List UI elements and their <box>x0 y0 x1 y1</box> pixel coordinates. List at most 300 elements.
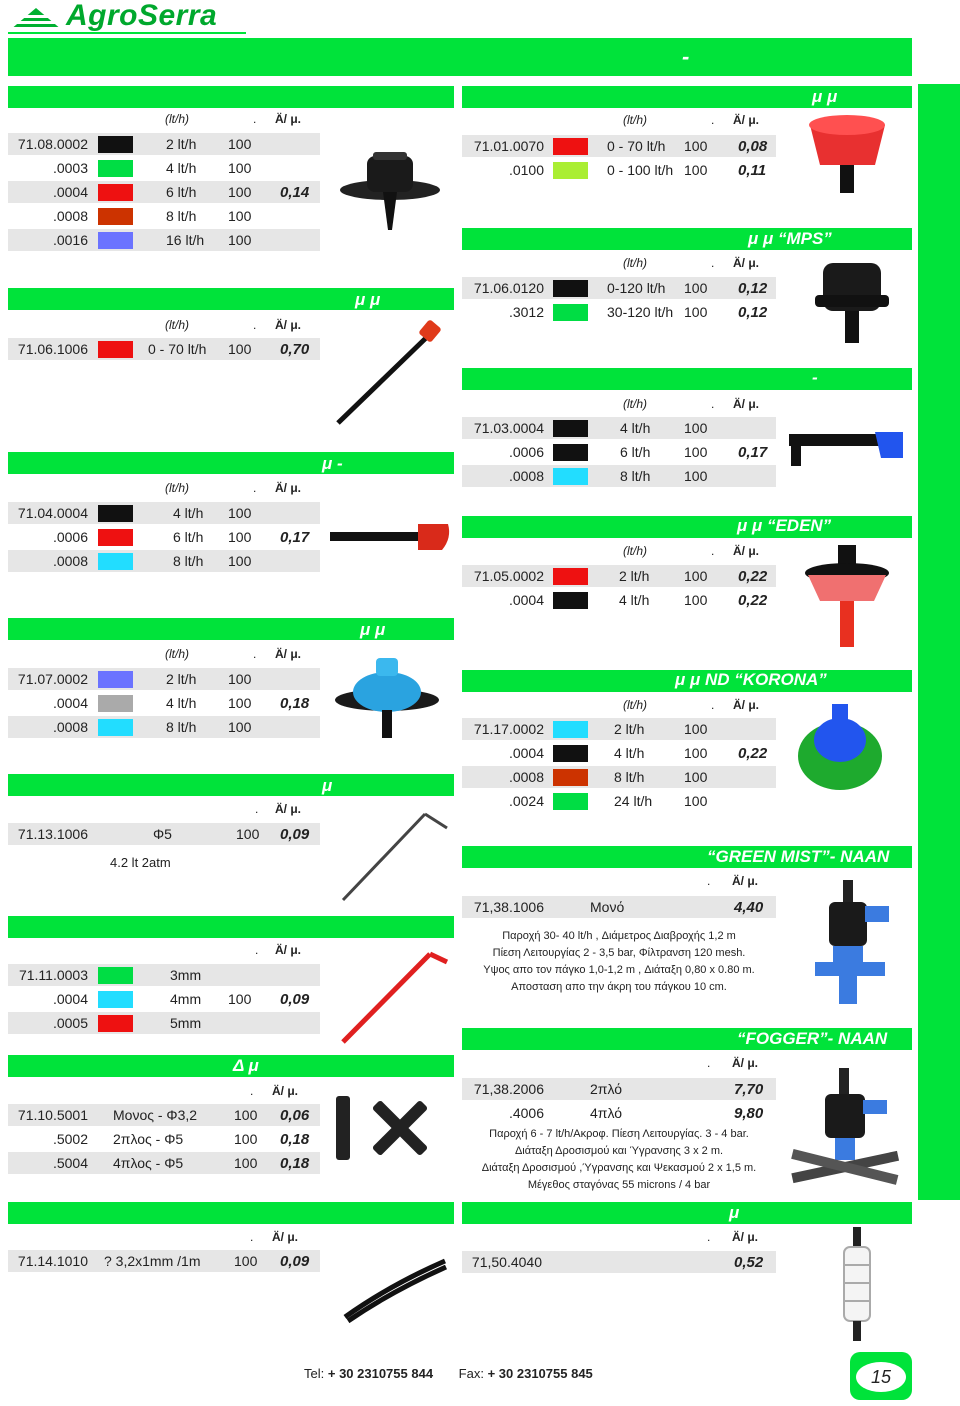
flow-value: 2πλος - Φ5 <box>113 1131 184 1147</box>
section-header-bar <box>8 1202 454 1224</box>
button-dripper-icon <box>330 652 445 742</box>
pack-header: . <box>711 113 715 127</box>
product-code: .0008 <box>52 553 88 569</box>
col-headers <box>250 1084 330 1098</box>
product-code: 71.17.0002 <box>473 721 544 737</box>
flow-value: 24 lt/h <box>614 793 653 809</box>
price-value: 7,70 <box>734 1081 764 1098</box>
product-code: 71.03.0004 <box>473 420 544 436</box>
flow-value: 8 lt/h <box>614 769 645 785</box>
price-value: 4,40 <box>734 899 764 916</box>
color-swatch <box>98 719 133 736</box>
r5-title: μ μ ND “KORONA” <box>675 670 827 689</box>
price-value: 0,09 <box>280 826 310 843</box>
color-swatch <box>553 468 588 485</box>
pack-quantity: 100 <box>228 232 252 248</box>
price-value: 0,22 <box>738 568 768 585</box>
flow-value: 4 lt/h <box>166 695 197 711</box>
product-code: .0004 <box>52 991 88 1007</box>
table-row <box>8 1128 320 1150</box>
pack-quantity: 100 <box>684 769 708 785</box>
product-code: 71,38.2006 <box>473 1081 544 1097</box>
table-row <box>8 181 320 203</box>
pack-quantity: 100 <box>228 719 252 735</box>
product-code: 71.13.1006 <box>17 826 88 842</box>
price-header: Ä/ μ. <box>733 397 760 411</box>
pack-quantity: 100 <box>684 592 708 608</box>
section-header-bar <box>8 1055 454 1077</box>
table-row <box>8 205 320 227</box>
col-headers <box>623 698 783 712</box>
price-header: Ä/ μ. <box>275 647 302 661</box>
spec-line: Παροχή 30- 40 lt/h , Διάμετρος Διαβροχής 1,2 m <box>502 930 736 942</box>
section-header-bar <box>462 368 912 390</box>
pack-header: . <box>250 1084 254 1098</box>
table-row <box>462 766 776 788</box>
price-value: 0,12 <box>738 280 768 297</box>
pack-header: . <box>711 544 715 558</box>
section-3-title: μ - <box>322 454 343 473</box>
pack-quantity: 100 <box>228 208 252 224</box>
eden-dripper-icon <box>800 543 895 653</box>
col-headers <box>255 802 335 816</box>
flow-value: 16 lt/h <box>166 232 205 248</box>
flow-value: Μονό <box>590 899 625 915</box>
col-headers <box>623 256 783 270</box>
flow-value: 0 - 70 lt/h <box>148 341 207 357</box>
col-headers <box>165 647 325 661</box>
flow-value: ? 3,2x1mm /1m <box>104 1253 201 1269</box>
pack-quantity: 100 <box>684 468 708 484</box>
product-code: .5004 <box>52 1155 88 1171</box>
product-code: .0008 <box>508 769 544 785</box>
table-row <box>8 1152 320 1174</box>
price-header: Ä/ μ. <box>275 481 302 495</box>
pack-quantity: 100 <box>684 444 708 460</box>
flow-value: 4 lt/h <box>620 420 651 436</box>
color-swatch <box>553 568 588 585</box>
product-code: .0100 <box>508 162 544 178</box>
flow-value: 30-120 lt/h <box>607 304 674 320</box>
product-code: .5002 <box>52 1131 88 1147</box>
pack-quantity: 100 <box>684 793 708 809</box>
flow-value: 4πλος - Φ5 <box>113 1155 184 1171</box>
page-number-oval <box>856 1362 906 1392</box>
flow-header: (lt/h) <box>165 112 189 126</box>
pack-quantity: 100 <box>228 136 252 152</box>
flow-value: 4mm <box>170 991 202 1007</box>
price-value: 9,80 <box>734 1105 764 1122</box>
pack-quantity: 100 <box>684 138 708 154</box>
flow-value: 2 lt/h <box>619 568 650 584</box>
price-value: 0,12 <box>738 304 768 321</box>
table-row <box>8 1104 320 1126</box>
product-code: .0004 <box>52 184 88 200</box>
section-2-title: μ μ <box>355 290 381 309</box>
flow-header: (lt/h) <box>623 544 647 558</box>
pack-header: . <box>707 1056 711 1070</box>
color-swatch <box>98 505 133 522</box>
table-row <box>8 823 320 845</box>
table-row <box>8 526 320 548</box>
price-header: Ä/ μ. <box>732 874 759 888</box>
color-swatch <box>553 745 588 762</box>
product-code: 71.01.0070 <box>473 138 544 154</box>
pack-header: . <box>711 698 715 712</box>
pack-header: . <box>255 802 259 816</box>
red-stake-icon <box>335 940 455 1050</box>
section-7-title: Δ μ <box>233 1056 259 1075</box>
table-row <box>462 589 776 611</box>
pack-header: . <box>253 112 257 126</box>
pack-quantity: 100 <box>234 1131 258 1147</box>
price-header: Ä/ μ. <box>275 943 302 957</box>
spec-line: Διάταξη Δροσισμού και Ύγρανσης 3 x 2 m. <box>514 1145 724 1157</box>
price-value: 0,17 <box>280 529 310 546</box>
product-code: .0006 <box>508 444 544 460</box>
price-value: 0,18 <box>280 695 310 712</box>
r3-title: - <box>812 368 818 387</box>
table-row <box>462 277 776 299</box>
korona-dripper-icon <box>790 698 890 798</box>
flow-value: 2πλό <box>590 1081 623 1097</box>
r6-title: “GREEN MIST”- NAAN <box>707 847 890 866</box>
product-code: 71.08.0002 <box>17 136 88 152</box>
pack-header: . <box>707 1230 711 1244</box>
product-code: .0004 <box>52 695 88 711</box>
table-row <box>462 742 776 764</box>
color-swatch <box>98 341 133 358</box>
table-row <box>462 417 776 439</box>
r2-title: μ μ “MPS” <box>748 229 832 248</box>
flow-value: 8 lt/h <box>166 719 197 735</box>
table-row <box>462 465 776 487</box>
table-row <box>8 988 320 1010</box>
color-swatch <box>98 136 133 153</box>
flow-value: 0 - 100 lt/h <box>607 162 674 178</box>
stake-dripper-icon <box>330 318 450 428</box>
table-row <box>462 441 776 463</box>
color-swatch <box>98 695 133 712</box>
color-swatch <box>98 991 133 1008</box>
r6-notes <box>462 928 776 996</box>
table-row <box>462 565 776 587</box>
flow-header: (lt/h) <box>623 397 647 411</box>
r4-title: μ μ “EDEN” <box>737 516 832 535</box>
pack-quantity: 100 <box>684 745 708 761</box>
pack-quantity: 100 <box>684 721 708 737</box>
table-row <box>8 157 320 179</box>
table-row <box>462 790 776 812</box>
color-swatch <box>98 1015 133 1032</box>
col-headers <box>623 544 783 558</box>
pack-header: . <box>707 874 711 888</box>
price-header: Ä/ μ. <box>275 802 302 816</box>
brand-name: AgroSerra <box>66 0 218 32</box>
table-row <box>462 1251 776 1273</box>
price-header: Ä/ μ. <box>733 544 760 558</box>
table-row <box>462 301 776 323</box>
price-value: 0,09 <box>280 991 310 1008</box>
flow-value: 5mm <box>170 1015 202 1031</box>
pack-header: . <box>711 397 715 411</box>
table-row <box>462 718 776 740</box>
product-code: 71.10.5001 <box>17 1107 88 1123</box>
pack-quantity: 100 <box>684 162 708 178</box>
spec-line: Υψος απο τον πάγκο 1,0-1,2 m , Διάταξη 0,80 x 0.80 m. <box>483 964 755 976</box>
pack-quantity: 100 <box>684 420 708 436</box>
product-code: .0016 <box>52 232 88 248</box>
price-value: 0,17 <box>738 444 768 461</box>
section-header-bar <box>8 452 454 474</box>
section-header-bar <box>462 516 912 538</box>
table-row <box>8 668 320 690</box>
logo-icon <box>8 6 64 32</box>
dripper-icon <box>335 150 445 240</box>
color-swatch <box>98 208 133 225</box>
pack-quantity: 100 <box>234 1107 258 1123</box>
r8-title: μ <box>729 1203 740 1222</box>
r1-title: μ μ <box>812 87 838 106</box>
angled-stake-icon <box>335 800 455 910</box>
table-row <box>8 1250 320 1272</box>
table-row <box>8 964 320 986</box>
color-swatch <box>98 671 133 688</box>
pack-quantity: 100 <box>228 184 252 200</box>
color-swatch <box>98 529 133 546</box>
product-code: .0008 <box>508 468 544 484</box>
color-swatch <box>98 160 133 177</box>
product-code: 71,50.4040 <box>471 1254 542 1270</box>
price-value: 0,52 <box>734 1254 764 1271</box>
flow-value: 2 lt/h <box>166 136 197 152</box>
spec-line: Πίεση Λειτουργίας 2 - 3,5 bar, Φίλτρανση 120 mesh. <box>492 947 746 959</box>
red-dripper-icon <box>800 105 895 200</box>
col-headers <box>165 112 325 126</box>
color-swatch <box>553 304 588 321</box>
pack-quantity: 100 <box>228 529 252 545</box>
product-code: .4006 <box>508 1105 544 1121</box>
flow-value: 0 - 70 lt/h <box>607 138 666 154</box>
price-value: 0,22 <box>738 745 768 762</box>
pack-header: . <box>250 1230 254 1244</box>
col-headers <box>255 943 335 957</box>
pack-header: . <box>253 647 257 661</box>
price-header: Ä/ μ. <box>275 112 302 126</box>
pack-quantity: 100 <box>684 568 708 584</box>
table-row <box>8 229 320 251</box>
price-value: 0,06 <box>280 1107 310 1124</box>
pack-header: . <box>255 943 259 957</box>
spec-line: Παροχή 6 - 7 lt/h/Ακροφ. Πίεση Λειτουργίας. 3 - 4 bar. <box>489 1128 749 1140</box>
col-headers <box>707 1230 787 1244</box>
pack-quantity: 100 <box>228 991 252 1007</box>
price-header: Ä/ μ. <box>733 113 760 127</box>
col-headers <box>707 1056 787 1070</box>
flow-value: 8 lt/h <box>620 468 651 484</box>
pack-quantity: 100 <box>684 304 708 320</box>
product-code: .0005 <box>52 1015 88 1031</box>
price-header: Ä/ μ. <box>733 698 760 712</box>
pack-quantity: 100 <box>234 1253 258 1269</box>
color-swatch <box>98 553 133 570</box>
table-row <box>8 716 320 738</box>
price-header: Ä/ μ. <box>733 256 760 270</box>
col-headers <box>165 318 325 332</box>
product-code: 71.05.0002 <box>473 568 544 584</box>
product-code: 71,38.1006 <box>473 899 544 915</box>
color-swatch <box>553 280 588 297</box>
pack-quantity: 100 <box>228 505 252 521</box>
tel-number: + 30 2310755 844 <box>327 1366 434 1381</box>
flow-value: 2 lt/h <box>166 671 197 687</box>
color-swatch <box>98 967 133 984</box>
flow-value: 6 lt/h <box>620 444 651 460</box>
flow-header: (lt/h) <box>623 256 647 270</box>
section-header-bar <box>8 916 454 938</box>
section-4-title: μ μ <box>360 620 386 639</box>
page-number: 15 <box>870 1367 892 1387</box>
fogger-icon <box>785 1066 905 1196</box>
pack-quantity: 100 <box>228 160 252 176</box>
table-row <box>8 550 320 572</box>
color-swatch <box>98 184 133 201</box>
tel-label: Tel: <box>304 1366 325 1381</box>
pack-quantity: 100 <box>228 341 252 357</box>
section-5-note: 4.2 lt 2atm <box>110 855 171 870</box>
tube-icon <box>340 1255 450 1325</box>
footer-contact <box>304 1366 593 1381</box>
pack-quantity: 100 <box>234 1155 258 1171</box>
table-row <box>462 896 776 918</box>
price-value: 0,18 <box>280 1155 310 1172</box>
spec-line: Μέγεθος σταγόνας 55 microns / 4 bar <box>527 1179 711 1191</box>
table-row <box>462 1102 776 1124</box>
page-banner <box>8 38 912 76</box>
spec-line: Διάταξη Δροσισμού ,Ύγρανσης και Ψεκασμού 2 x 1,5 m. <box>481 1162 757 1174</box>
product-code: 71.04.0004 <box>17 505 88 521</box>
price-value: 0,09 <box>280 1253 310 1270</box>
price-value: 0,70 <box>280 341 310 358</box>
product-code: .0004 <box>508 745 544 761</box>
pack-quantity: 100 <box>236 826 260 842</box>
pack-header: . <box>253 318 257 332</box>
pack-quantity: 100 <box>684 280 708 296</box>
page-number-box <box>850 1352 912 1400</box>
color-swatch <box>553 721 588 738</box>
table-row <box>8 1012 320 1034</box>
product-code: .0003 <box>52 160 88 176</box>
section-5-title: μ <box>322 776 333 795</box>
section-header-bar <box>462 228 912 250</box>
col-headers <box>707 874 787 888</box>
flow-value: Μονος - Φ3,2 <box>113 1107 198 1123</box>
table-row <box>462 135 776 157</box>
section-header-bar <box>8 288 454 310</box>
color-swatch <box>553 592 588 609</box>
section-header-bar <box>8 774 454 796</box>
flow-value: Φ5 <box>153 826 172 842</box>
product-code: 71.07.0002 <box>17 671 88 687</box>
product-code: 71.06.1006 <box>17 341 88 357</box>
flow-value: 3mm <box>170 967 202 983</box>
inline-blue-dripper-icon <box>785 428 905 473</box>
fax-number: + 30 2310755 845 <box>487 1366 593 1381</box>
price-value: 0,08 <box>738 138 768 155</box>
flow-value: 8 lt/h <box>173 553 204 569</box>
fax-label: Fax: <box>458 1366 484 1381</box>
color-swatch <box>553 138 588 155</box>
table-row <box>8 692 320 714</box>
product-code: 71.11.0003 <box>18 967 88 983</box>
product-code: .0008 <box>52 208 88 224</box>
table-row <box>462 159 776 181</box>
flow-value: 4 lt/h <box>614 745 645 761</box>
product-code: 71.06.0120 <box>473 280 544 296</box>
col-headers <box>250 1230 330 1244</box>
flow-value: 4 lt/h <box>173 505 204 521</box>
product-code: .0004 <box>508 592 544 608</box>
pack-header: . <box>253 481 257 495</box>
pack-quantity: 100 <box>228 695 252 711</box>
table-row <box>462 1078 776 1100</box>
price-header: Ä/ μ. <box>732 1230 759 1244</box>
table-row <box>8 338 320 360</box>
flow-header: (lt/h) <box>165 647 189 661</box>
flow-value: 6 lt/h <box>173 529 204 545</box>
pack-quantity: 100 <box>228 671 252 687</box>
flow-value: 4 lt/h <box>166 160 197 176</box>
mps-dripper-icon <box>815 255 890 350</box>
price-header: Ä/ μ. <box>272 1230 299 1244</box>
flow-header: (lt/h) <box>165 318 189 332</box>
col-headers <box>623 397 783 411</box>
flow-header: (lt/h) <box>165 481 189 495</box>
flow-value: 4πλό <box>590 1105 623 1121</box>
flow-value: 2 lt/h <box>614 721 645 737</box>
pack-quantity: 100 <box>228 553 252 569</box>
color-swatch <box>553 444 588 461</box>
product-code: 71.14.1010 <box>17 1253 88 1269</box>
spec-line: Αποσταση απο την άκρη του πάγκου 10 cm. <box>511 981 727 993</box>
pack-header: . <box>711 256 715 270</box>
side-stripe <box>918 84 960 1200</box>
price-header: Ä/ μ. <box>272 1084 299 1098</box>
price-header: Ä/ μ. <box>732 1056 759 1070</box>
flow-value: 4 lt/h <box>619 592 650 608</box>
section-header-bar <box>8 618 454 640</box>
color-swatch <box>98 232 133 249</box>
color-swatch <box>553 420 588 437</box>
page-title: - <box>682 44 690 69</box>
table-row <box>8 133 320 155</box>
price-value: 0,22 <box>738 592 768 609</box>
flow-header: (lt/h) <box>623 113 647 127</box>
col-headers <box>623 113 783 127</box>
green-mist-icon <box>805 878 895 1008</box>
table-row <box>8 502 320 524</box>
flow-value: 6 lt/h <box>166 184 197 200</box>
product-code: .0024 <box>508 793 544 809</box>
check-valve-icon <box>832 1225 882 1345</box>
price-value: 0,18 <box>280 1131 310 1148</box>
product-code: .3012 <box>508 304 544 320</box>
logo-underline <box>8 32 246 34</box>
price-value: 0,11 <box>738 162 767 179</box>
flow-value: 8 lt/h <box>166 208 197 224</box>
product-code: .0008 <box>52 719 88 735</box>
product-code: .0006 <box>52 529 88 545</box>
